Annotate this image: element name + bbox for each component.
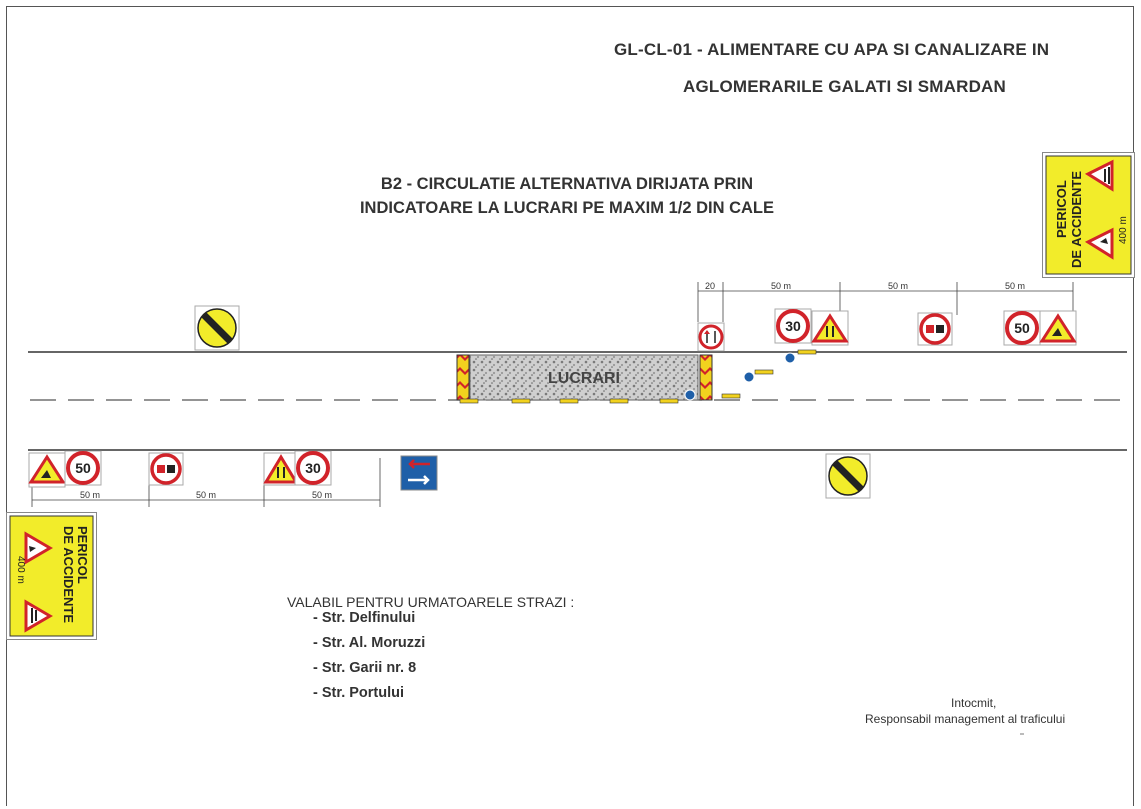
no-overtaking-sign-bottom bbox=[149, 453, 183, 485]
danger-panel-top-distance: 400 m bbox=[1118, 216, 1129, 244]
street-item-4: - Str. Portului bbox=[313, 685, 405, 701]
chevron-barrier-right bbox=[700, 355, 712, 400]
street-item-1: - Str. Delfinului bbox=[313, 610, 416, 626]
project-title-line2: AGLOMERARILE GALATI SI SMARDAN bbox=[683, 77, 1007, 96]
road-narrowing-sign-bottom bbox=[264, 453, 298, 485]
no-overtaking-sign-top bbox=[918, 313, 952, 345]
dim-top-20: 20 bbox=[704, 281, 716, 291]
priority-oncoming-sign bbox=[698, 323, 724, 351]
danger-panel-bottom-line1: PERICOL bbox=[75, 526, 90, 584]
taper-barriers bbox=[722, 350, 816, 398]
end-restrictions-sign-top bbox=[195, 306, 239, 350]
speed-limit-50-top-value: 50 bbox=[1014, 320, 1030, 336]
scheme-title-line2: INDICATOARE LA LUCRARI PE MAXIM 1/2 DIN CALE bbox=[359, 199, 775, 217]
speed-limit-30-sign-bottom bbox=[295, 451, 331, 485]
dim-top-50-c: 50 m bbox=[1004, 281, 1026, 291]
scheme-title-line1: B2 - CIRCULATIE ALTERNATIVA DIRIJATA PRIN bbox=[380, 175, 754, 193]
priority-over-oncoming-sign bbox=[401, 456, 437, 490]
speed-limit-50-sign-top bbox=[1004, 311, 1040, 345]
danger-panel-bottom-distance: 400 m bbox=[15, 556, 26, 584]
streets-heading: VALABIL PENTRU URMATOARELE STRAZI : bbox=[287, 594, 575, 610]
signature-role: Responsabil management al traficului bbox=[865, 712, 1066, 726]
dim-bottom-50-c: 50 m bbox=[311, 490, 333, 500]
chevron-barrier-left bbox=[457, 355, 469, 400]
dim-top-50-a: 50 m bbox=[770, 281, 792, 291]
danger-panel-top-line1: PERICOL bbox=[1054, 180, 1069, 238]
speed-limit-50-sign-bottom bbox=[65, 451, 101, 485]
danger-panel-bottom-line2: DE ACCIDENTE bbox=[61, 526, 76, 624]
signature-mark bbox=[1020, 733, 1024, 735]
end-restrictions-sign-bottom bbox=[826, 454, 870, 498]
road-works-sign-bottom bbox=[29, 453, 65, 487]
road-works-sign-top bbox=[1040, 311, 1076, 345]
dim-bottom-50-a: 50 m bbox=[79, 490, 101, 500]
project-title-line1: GL-CL-01 - ALIMENTARE CU APA SI CANALIZARE IN bbox=[614, 40, 1050, 59]
dim-bottom-50-b: 50 m bbox=[195, 490, 217, 500]
road-narrowing-sign-top bbox=[812, 311, 848, 345]
work-zone-label: LUCRARI bbox=[548, 370, 620, 387]
speed-limit-30-sign-top bbox=[775, 309, 811, 343]
dim-top-50-b: 50 m bbox=[887, 281, 909, 291]
speed-limit-30-top-value: 30 bbox=[785, 318, 801, 334]
street-item-2: - Str. Al. Moruzzi bbox=[313, 635, 426, 651]
street-item-3: - Str. Garii nr. 8 bbox=[313, 660, 417, 676]
signature-label: Intocmit, bbox=[951, 696, 997, 710]
speed-limit-50-bottom-value: 50 bbox=[75, 460, 91, 476]
speed-limit-30-bottom-value: 30 bbox=[305, 460, 321, 476]
danger-panel-top-line2: DE ACCIDENTE bbox=[1069, 170, 1084, 268]
